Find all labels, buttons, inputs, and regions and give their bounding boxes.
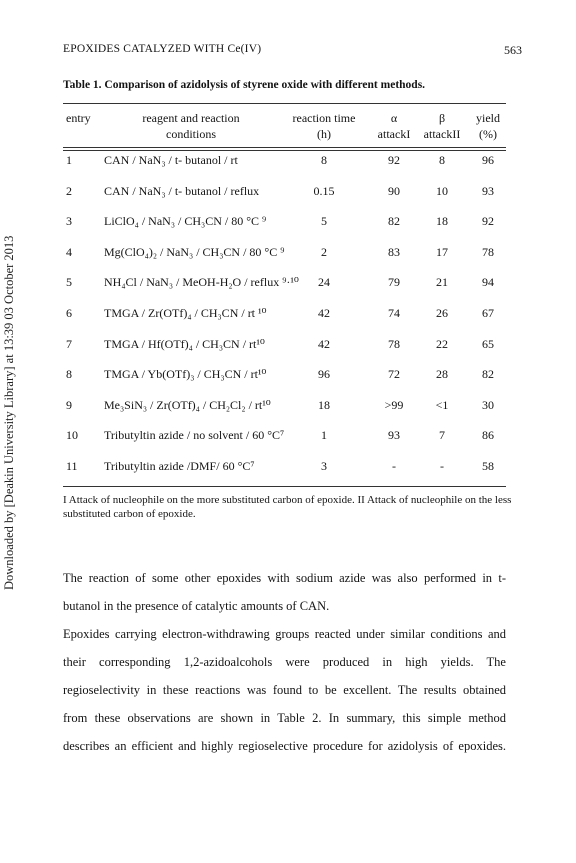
header-beta: β attackII (423, 111, 461, 141)
table-cell-beta: 7 (439, 428, 445, 443)
table-cell-beta: 21 (436, 275, 448, 290)
table-cell-beta: 22 (436, 336, 448, 351)
table-cell-conditions: CAN / NaN₃ / t- butanol / rt (104, 153, 238, 167)
table-cell-entry: 8 (66, 367, 72, 382)
table-cell-conditions: CAN / NaN₃ / t- butanol / reflux (104, 183, 260, 198)
body-text (63, 564, 506, 760)
table-cell-yield: 78 (482, 244, 494, 259)
table-cell-entry: 11 (66, 459, 78, 473)
table-cell-beta: 10 (436, 183, 448, 198)
header-time: reaction time (h) (292, 111, 356, 141)
table-bottom-rule (63, 486, 506, 487)
table-cell-alpha: 93 (388, 428, 400, 443)
header-entry: entry (66, 111, 91, 125)
table-cell-beta: 28 (436, 367, 448, 382)
table-cell-time: 1 (321, 428, 327, 443)
table-cell-entry: 2 (66, 183, 72, 198)
table-cell-conditions: Me₃SiN₃ / Zr(OTf)₄ / CH₂Cl₂ / rt¹⁰ (104, 397, 271, 412)
page-number: 563 (504, 43, 522, 57)
table-cell-yield: 93 (482, 183, 494, 198)
table-cell-conditions: TMGA / Hf(OTf)₄ / CH₃CN / rt¹⁰ (104, 336, 265, 351)
table-cell-alpha: 82 (388, 214, 400, 229)
table-cell-entry: 4 (66, 244, 72, 259)
table-cell-alpha: 74 (388, 306, 400, 320)
table-cell-yield: 65 (482, 336, 494, 351)
table-cell-beta: 8 (439, 153, 445, 167)
header-reagent: reagent and reaction conditions (142, 111, 240, 141)
table-cell-entry: 5 (66, 275, 72, 290)
table-caption: Table 1. Comparison of azidolysis of styrene oxide with different methods. (63, 79, 426, 91)
table-cell-yield: 94 (482, 275, 494, 290)
table-cell-entry: 6 (66, 306, 72, 320)
body-line: from these observations are shown in Table 2. In summary, this simple method (63, 711, 506, 725)
table-header-rule (63, 147, 506, 148)
body-line: butanol in the presence of catalytic amounts of CAN. (63, 599, 330, 613)
table-cell-yield: 96 (482, 153, 494, 167)
running-head: EPOXIDES CATALYZED WITH Ce(IV) (63, 43, 262, 55)
table-cell-time: 0.15 (313, 183, 335, 198)
table-cell-beta: 26 (436, 306, 448, 320)
body-line: their corresponding 1,2-azidoalcohols were produced in high yields. The (63, 655, 506, 669)
table-header-rule-2 (63, 150, 506, 151)
table-cell-yield: 86 (482, 428, 494, 443)
table-cell-conditions: TMGA / Zr(OTf)₄ / CH₃CN / rt ¹⁰ (104, 306, 267, 320)
table-cell-alpha: 78 (388, 336, 400, 351)
table-cell-time: 2 (321, 244, 327, 259)
table-cell-time: 3 (321, 459, 327, 473)
table-footnote: I Attack of nucleophile on the more substituted carbon of epoxide. II Attack of nucleophile on the less substituted carbon of epoxide. (63, 494, 512, 520)
table-cell-entry: 9 (66, 397, 72, 412)
table-cell-alpha: 90 (388, 183, 400, 198)
table-cell-alpha: 79 (388, 275, 400, 290)
body-line: regioselectivity in these reactions was found to be excellent. The results obtained (63, 683, 506, 697)
table-cell-entry: 3 (66, 214, 72, 229)
table-cell-conditions: LiClO₄ / NaN₃ / CH₃CN / 80 °C ⁹ (104, 214, 267, 229)
table-cell-time: 96 (318, 367, 330, 382)
download-notice: Downloaded by [Deakin University Library] at 13:39 03 October 2013 (2, 235, 16, 590)
table-cell-conditions: Tributyltin azide /DMF/ 60 °C⁷ (104, 459, 255, 473)
table-cell-conditions: Tributyltin azide / no solvent / 60 °C⁷ (104, 428, 285, 443)
table-cell-beta: <1 (435, 397, 449, 412)
table-cell-entry: 1 (66, 153, 72, 167)
body-line: Epoxides carrying electron-withdrawing groups reacted under similar conditions and (63, 627, 506, 641)
table-cell-alpha: 92 (388, 153, 400, 167)
header-alpha: α attackI (377, 111, 411, 141)
table-cell-yield: 92 (482, 214, 494, 229)
table-top-rule (63, 103, 506, 104)
table-cell-time: 5 (321, 214, 327, 229)
body-line: The reaction of some other epoxides with sodium azide was also performed in t- (63, 571, 506, 585)
table-cell-time: 42 (318, 306, 330, 320)
table-cell-yield: 30 (482, 397, 494, 412)
table-cell-beta: 17 (436, 244, 448, 259)
table-cell-yield: 58 (482, 459, 494, 473)
table-cell-yield: 82 (482, 367, 494, 382)
table-cell-conditions: NH₄Cl / NaN₃ / MeOH-H₂O / reflux ⁹·¹⁰ (104, 275, 299, 290)
table-cell-time: 24 (318, 275, 330, 290)
table-cell-conditions: Mg(ClO₄)₂ / NaN₃ / CH₃CN / 80 °C ⁹ (104, 244, 285, 259)
table-cell-time: 42 (318, 336, 330, 351)
table-cell-entry: 10 (66, 428, 78, 443)
table-cell-alpha: 72 (388, 367, 400, 382)
table-cell-alpha: - (392, 459, 396, 473)
table-cell-time: 18 (318, 397, 330, 412)
table-cell-yield: 67 (482, 306, 494, 320)
table-cell-alpha: >99 (384, 397, 404, 412)
table-cell-time: 8 (321, 153, 327, 167)
body-line: describes an efficient and highly regioselective procedure for azidolysis of epoxides. (63, 739, 506, 753)
header-yield: yield (%) (476, 111, 500, 141)
table-cell-entry: 7 (66, 336, 72, 351)
table-cell-beta: - (440, 459, 444, 473)
table-cell-beta: 18 (436, 214, 448, 229)
table-cell-alpha: 83 (388, 244, 400, 259)
table-cell-conditions: TMGA / Yb(OTf)₃ / CH₃CN / rt¹⁰ (104, 367, 267, 382)
